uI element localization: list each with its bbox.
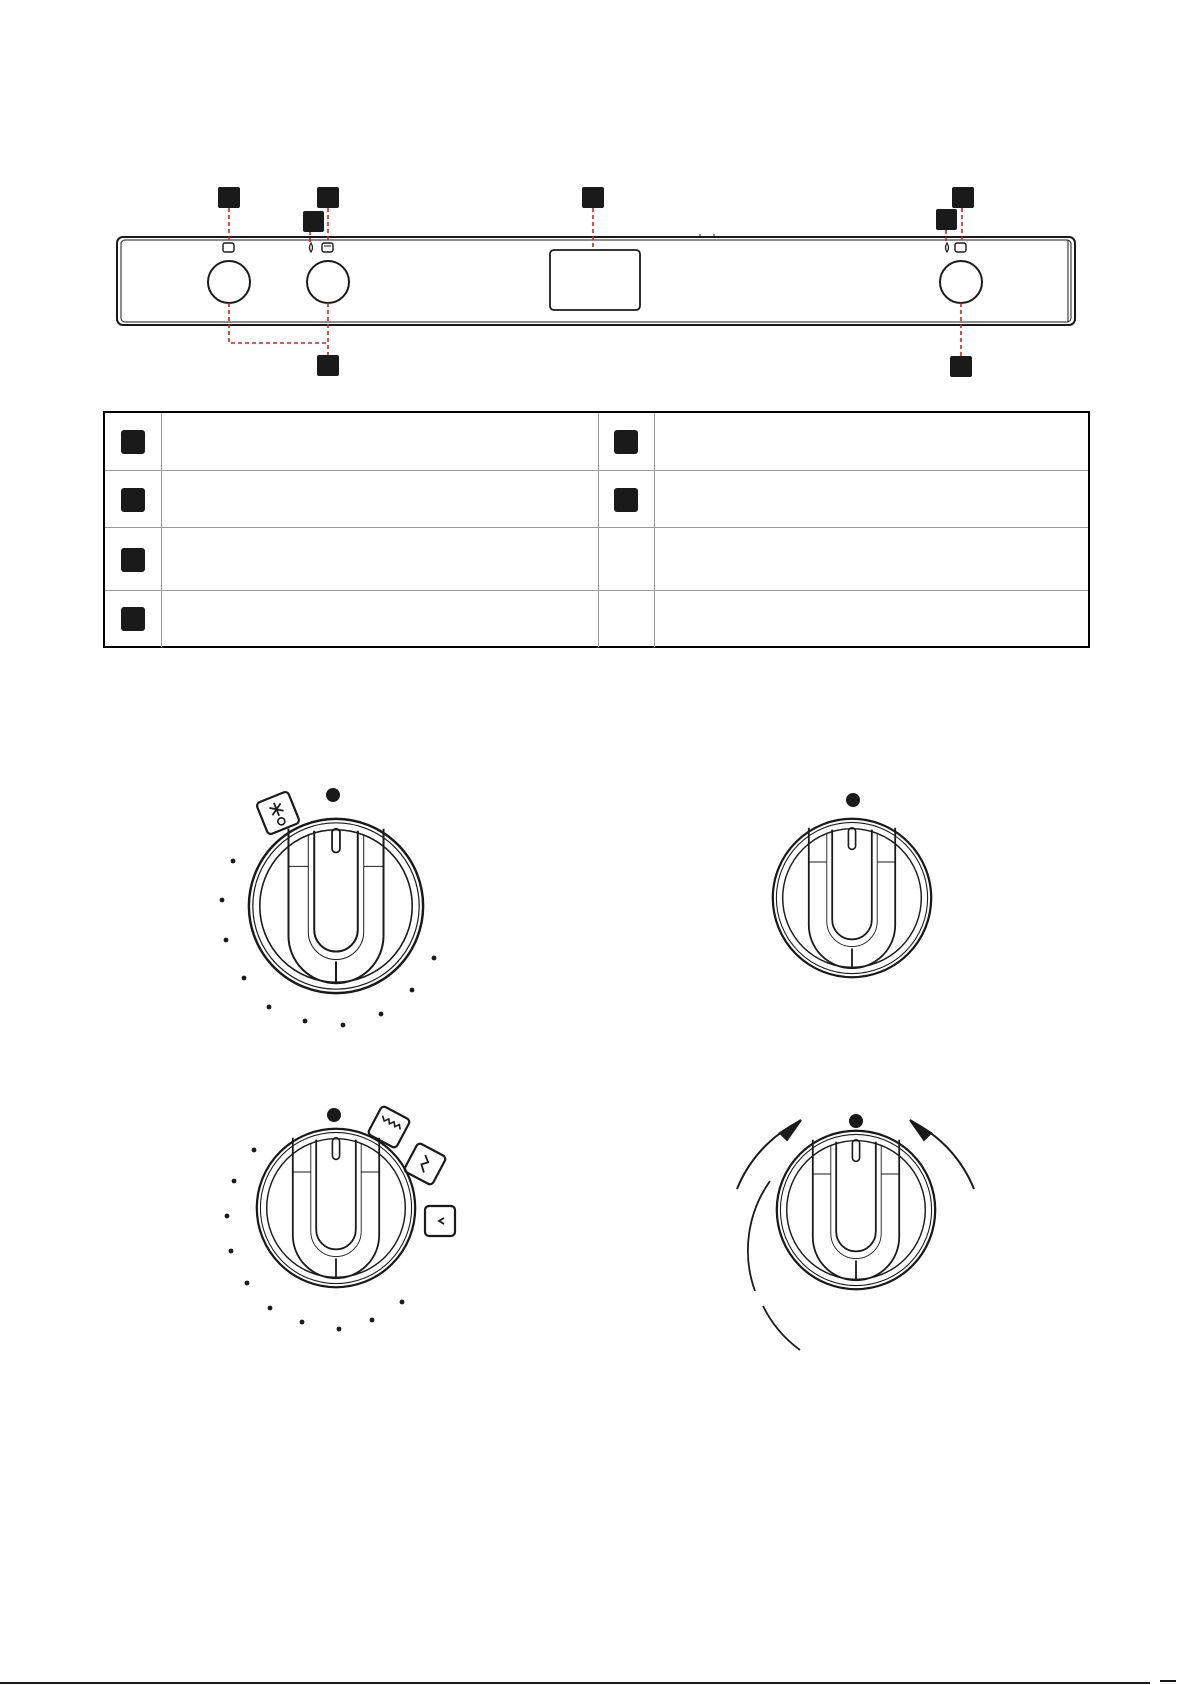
zero-position-dot (849, 1114, 863, 1128)
defrost-icon (256, 791, 300, 835)
legend-text-cell (161, 471, 599, 528)
function-dial[interactable] (225, 1105, 455, 1331)
callout-marker (218, 187, 240, 208)
knob-body[interactable] (773, 819, 931, 977)
legend-number-cell (598, 591, 655, 647)
legend-text-cell (161, 413, 599, 470)
bottom-heat-icon (425, 1206, 455, 1236)
legend-row (105, 527, 1088, 591)
legend-table (103, 411, 1090, 648)
defrost-timer-dial[interactable] (220, 788, 437, 1027)
legend-row (105, 470, 1088, 528)
legend-badge (121, 607, 145, 631)
rotate-counterclockwise-arrow-icon (910, 1120, 974, 1189)
legend-text-cell (161, 591, 599, 647)
callout-marker (582, 187, 604, 208)
legend-number-cell (598, 471, 655, 528)
control-panel (117, 234, 1075, 325)
zero-position-dot (846, 793, 860, 807)
rotate-clockwise-arrow-icon (737, 1120, 801, 1189)
bidirectional-dial[interactable] (737, 1114, 974, 1350)
legend-number-cell (105, 471, 162, 528)
legend-number-cell (598, 528, 655, 591)
rotation-range-arcs (748, 1181, 800, 1350)
knob-body[interactable] (249, 819, 423, 993)
callout-marker (317, 355, 339, 376)
panel-knob-middle[interactable] (307, 261, 349, 303)
legend-text-cell (161, 528, 599, 591)
legend-row (105, 590, 1088, 647)
legend-badge (614, 488, 638, 512)
panel-knob-right[interactable] (940, 261, 982, 303)
callout-marker (303, 211, 324, 232)
legend-badge (121, 488, 145, 512)
knob-body[interactable] (257, 1129, 415, 1287)
plain-dial[interactable] (773, 793, 931, 977)
legend-number-cell (105, 528, 162, 591)
zero-position-dot (326, 788, 340, 802)
legend-number-cell (105, 591, 162, 647)
legend-number-cell (105, 413, 162, 470)
legend-row (105, 413, 1088, 470)
knob-body[interactable] (777, 1131, 935, 1289)
callout-marker (952, 187, 974, 208)
display-window (550, 250, 640, 310)
zero-position-dot (327, 1108, 341, 1122)
tick-dots (225, 1148, 405, 1332)
callout-marker (317, 187, 339, 208)
callout-marker (950, 356, 972, 377)
legend-badge (121, 548, 145, 572)
legend-badge (614, 430, 638, 454)
legend-number-cell (598, 413, 655, 470)
legend-badge (121, 430, 145, 454)
callout-marker (936, 209, 957, 230)
panel-knob-left[interactable] (208, 261, 250, 303)
